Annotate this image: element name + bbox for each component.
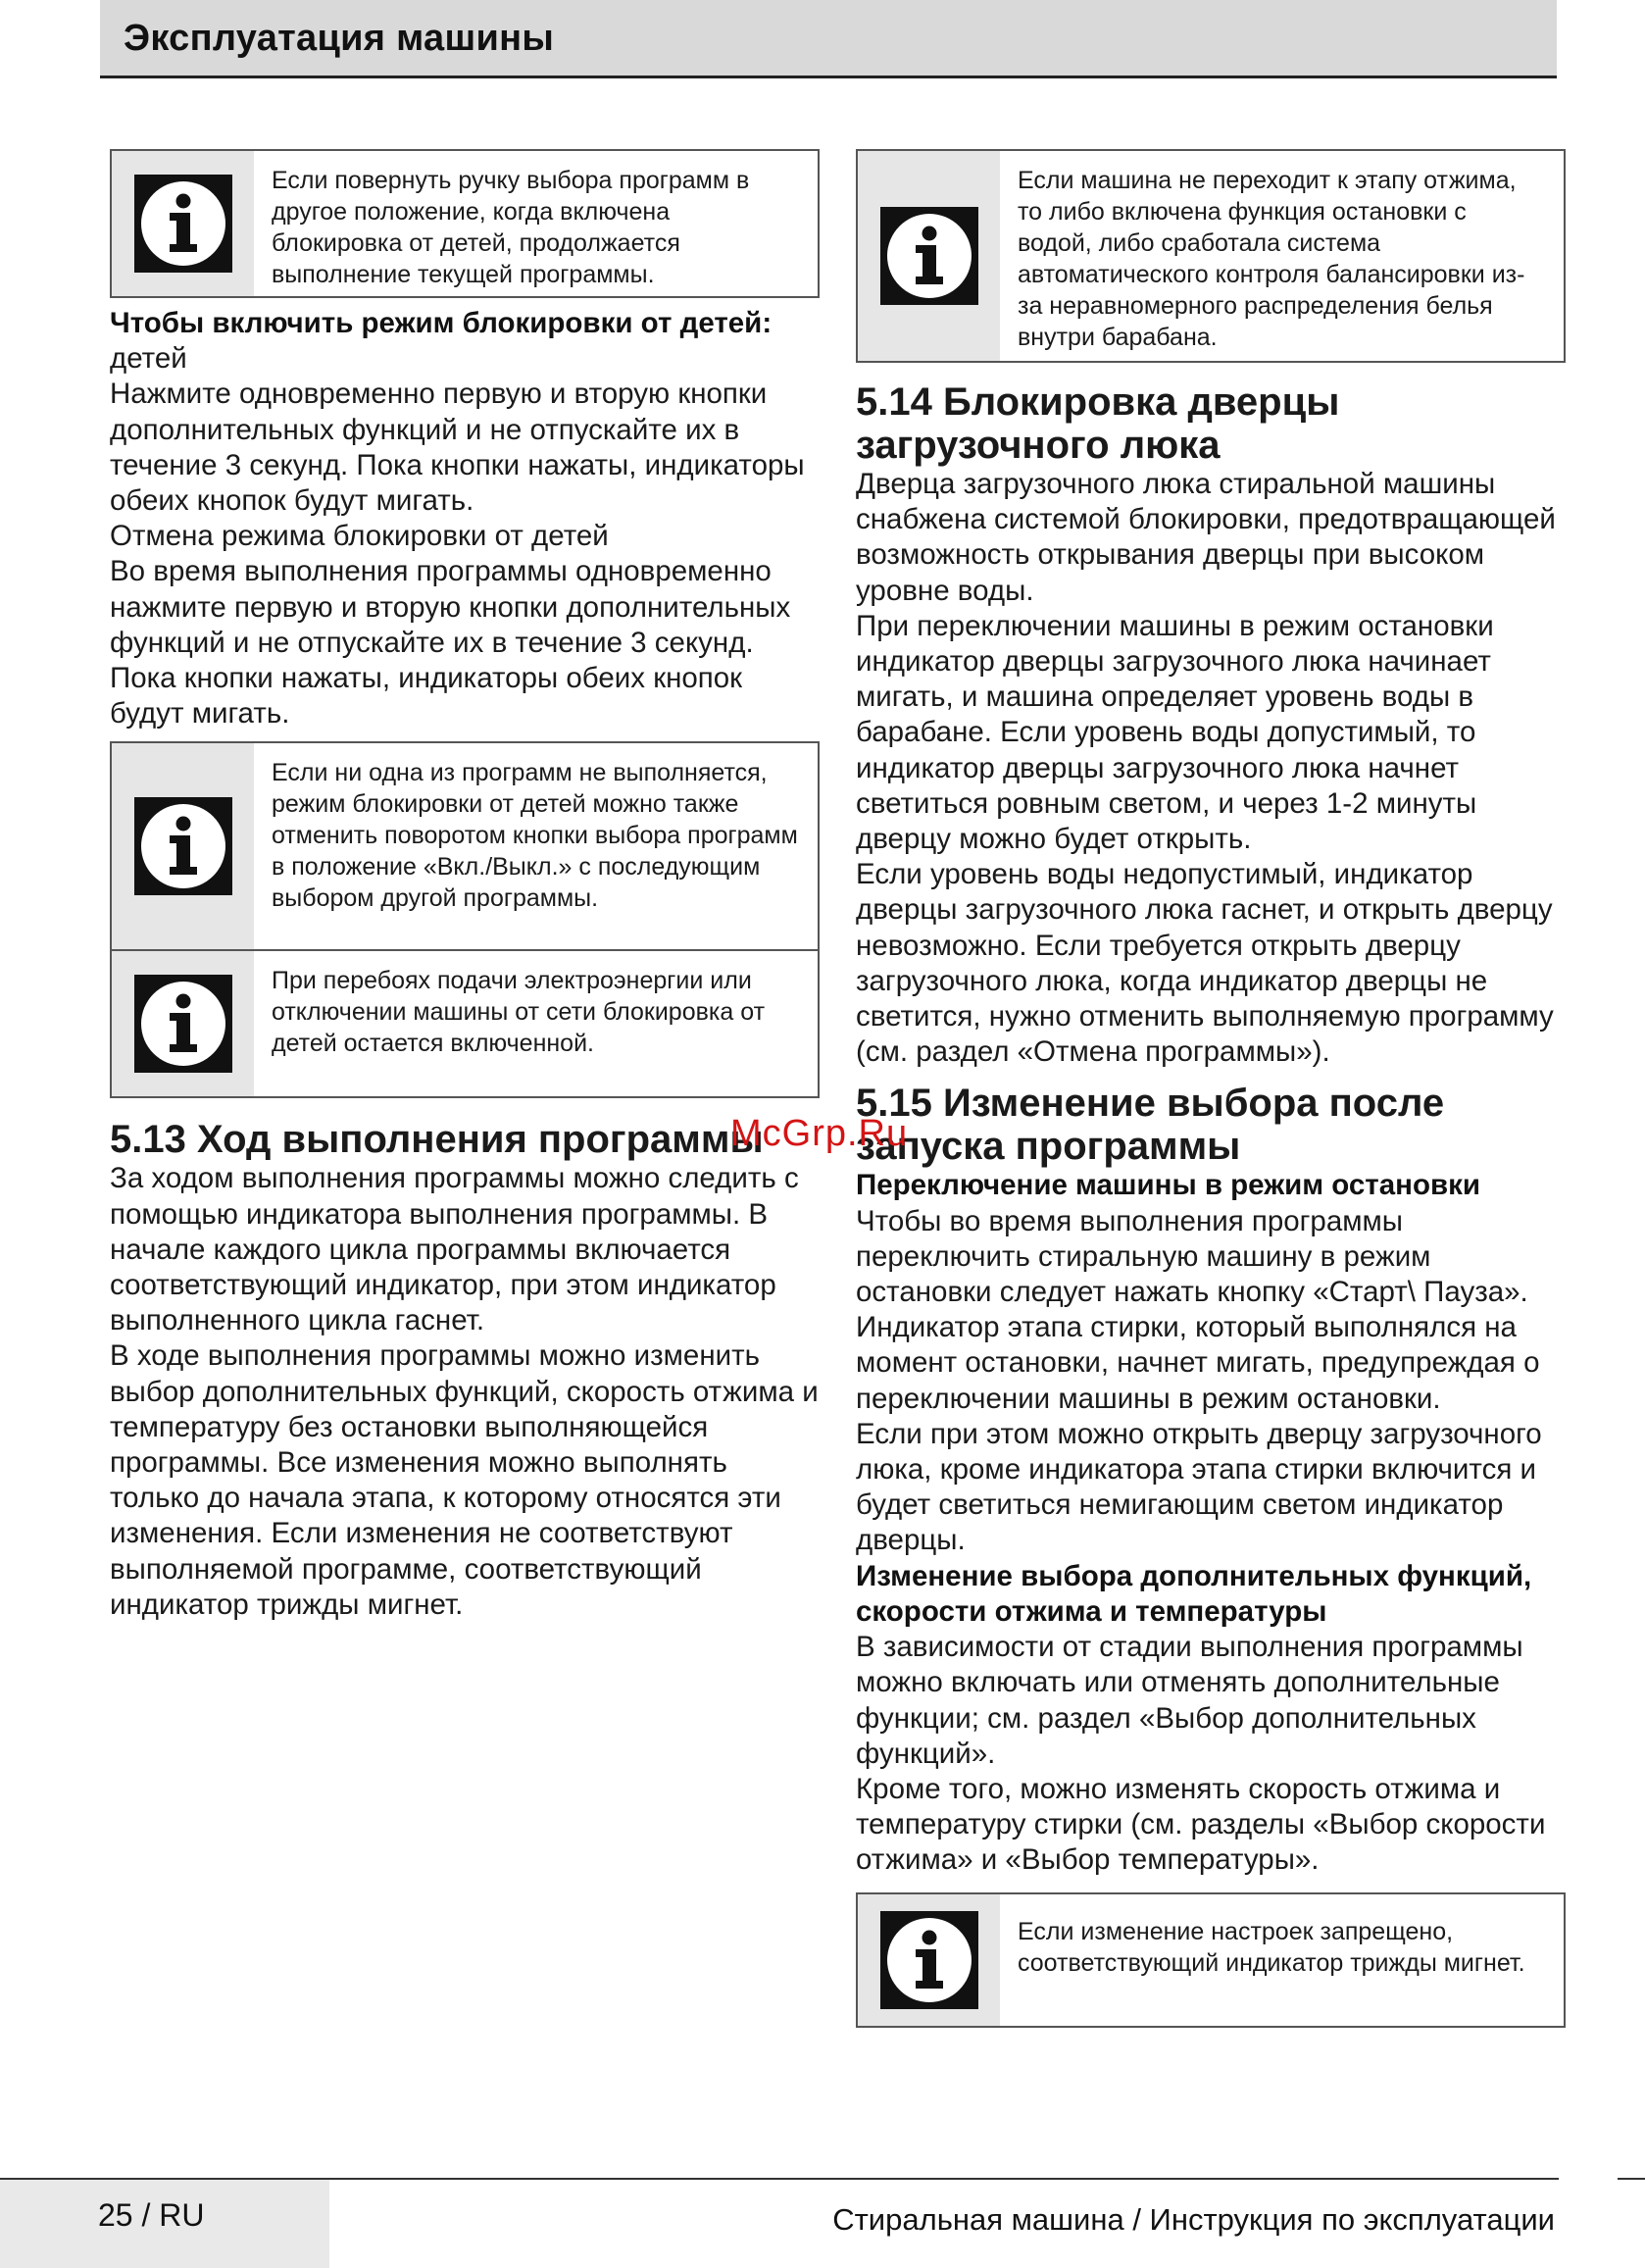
- note-text: Если машина не переходит к этапу отжима, то либо включена функция остановки с водой, либо сработала система автоматического контроля балансировки из-за неравномерного распределения белья внутри барабана.: [1018, 167, 1525, 351]
- watermark: McGrp.Ru: [730, 1113, 909, 1154]
- page-number: 25 / RU: [98, 2197, 205, 2233]
- page-header: [100, 0, 1557, 78]
- child-lock-heading: Чтобы включить режим блокировки от детей:: [110, 307, 773, 339]
- paragraph: детей: [110, 342, 187, 376]
- paragraph: За ходом выполнения программы можно следить с помощью индикатора выполнения программы. В начале каждого цикла программы включается соответствующий индикатор, при этом индикатор выполненного цикла гаснет.: [110, 1162, 799, 1337]
- document-title: Стиральная машина / Инструкция по эксплуатации: [832, 2202, 1555, 2237]
- right-column: [856, 149, 1566, 2028]
- pause-heading: Переключение машины в режим остановки: [856, 1169, 1481, 1202]
- info-icon: [134, 175, 232, 273]
- paragraph: Дверца загрузочного люка стиральной машины снабжена системой блокировки, предотвращающей возможность открывания дверцы при высоком уровне воды.: [856, 468, 1556, 607]
- info-icon: [880, 207, 978, 305]
- paragraph: Кроме того, можно изменять скорость отжима и температуру стирки (см. разделы «Выбор скорости отжима» и «Выбор температуры».: [856, 1772, 1546, 1877]
- page-number-box: [0, 2180, 329, 2268]
- section-title-5-15: 5.15 Изменение выбора после запуска программы: [856, 1082, 1445, 1169]
- info-icon: [880, 1911, 978, 2009]
- paragraph: Если уровень воды недопустимый, индикатор дверцы загрузочного люка гаснет, и открыть дверцу невозможно. Если требуется открыть дверцу загрузочного люка, когда индикатор дверцы не светится, нужно отменить выполняемую программу (см. раздел «Отмена программы»).: [856, 858, 1554, 1069]
- info-icon-cell: [112, 951, 254, 1096]
- info-icon-cell: [112, 743, 254, 949]
- info-note: [110, 741, 820, 951]
- paragraph: В ходе выполнения программы можно изменить выбор дополнительных функций, скорость отжима и температуру без остановки выполняющейся программы. Все изменения можно выполнять только до начала этапа, к которому относятся эти изменения. Если изменения не соответствуют выполняемой программе, соответствующий индикатор трижды мигнет.: [110, 1339, 819, 1621]
- info-note: [110, 951, 820, 1098]
- paragraph: В зависимости от стадии выполнения программы можно включать или отменять дополнительные функции; см. раздел «Выбор дополнительных функций».: [856, 1631, 1523, 1770]
- info-note: [856, 149, 1566, 363]
- info-icon-cell: [112, 151, 254, 296]
- info-icon: [134, 975, 232, 1073]
- footer-divider: [1618, 2178, 1645, 2180]
- subheading: Отмена режима блокировки от детей: [110, 520, 609, 553]
- info-icon: [134, 797, 232, 895]
- section-title-5-14: 5.14 Блокировка дверцы загрузочного люка: [856, 380, 1340, 467]
- paragraph: Нажмите одновременно первую и вторую кнопки дополнительных функций и не отпускайте их в течение 3 секунд. Пока кнопки нажаты, индикаторы обеих кнопок будут мигать.: [110, 378, 805, 518]
- note-text: Если повернуть ручку выбора программ в другое положение, когда включена блокировка от детей, продолжается выполнение текущей программы.: [272, 167, 750, 288]
- paragraph: Во время выполнения программы одновременно нажмите первую и вторую кнопки дополнительных функций и не отпускайте их в течение 3 секунд. Пока кнопки нажаты, индикаторы обеих кнопок будут мигать.: [110, 555, 791, 731]
- left-column: [110, 149, 820, 1623]
- paragraph: Чтобы во время выполнения программы переключить стиральную машину в режим остановки следует нажать кнопку «Старт\ Пауза». Индикатор этапа стирки, который выполнялся на момент остановки, начнет мигать, предупреждая о переключении машины в режим остановки.: [856, 1204, 1540, 1415]
- note-text: Если изменение настроек запрещено, соответствующий индикатор трижды мигнет.: [1018, 1917, 1525, 1977]
- section-title-5-13: 5.13 Ход выполнения программы: [110, 1118, 764, 1162]
- change-heading: Изменение выбора дополнительных функций, скорости отжима и температуры: [856, 1559, 1532, 1628]
- note-text: Если ни одна из программ не выполняется, режим блокировки от детей можно также отменить поворотом кнопки выбора программ в положение «Вкл./Выкл.» с последующим выбором другой программы.: [272, 759, 798, 913]
- info-icon-cell: [858, 1894, 1000, 2026]
- info-note: [856, 1892, 1566, 2028]
- page-title: Эксплуатация машины: [124, 18, 555, 59]
- paragraph: Если при этом можно открыть дверцу загрузочного люка, кроме индикатора этапа стирки включится и будет светиться немигающим светом индикатор дверцы.: [856, 1417, 1542, 1557]
- info-icon-cell: [858, 151, 1000, 361]
- paragraph: При переключении машины в режим остановки индикатор дверцы загрузочного люка начинает мигать, и машина определяет уровень воды в барабане. Если уровень воды допустимый, то индикатор дверцы загрузочного люка начнет светиться ровным светом, и через 1-2 минуты дверцу можно будет открыть.: [856, 609, 1494, 856]
- info-note: [110, 149, 820, 298]
- note-text: При перебоях подачи электроэнергии или отключении машины от сети блокировка от детей остается включенной.: [272, 967, 766, 1058]
